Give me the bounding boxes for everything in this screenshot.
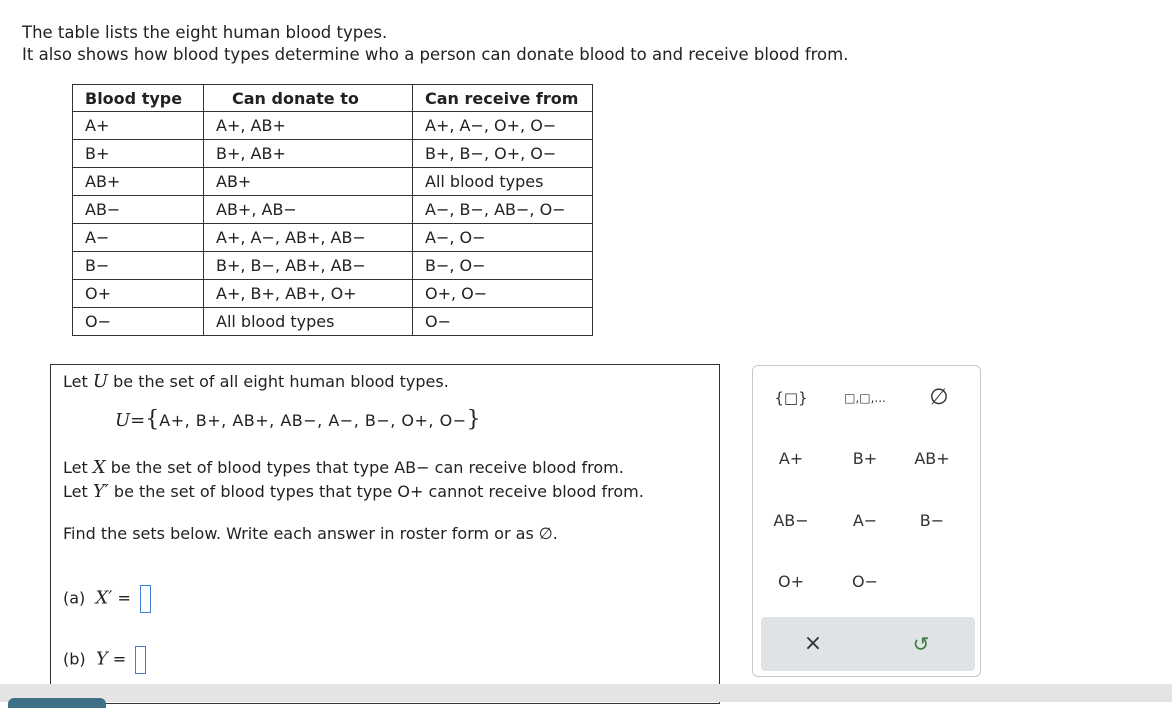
open-brace: { [145,407,160,432]
key-a-neg[interactable]: A− [852,511,878,530]
part-b-equals: = [112,649,127,669]
header-can-receive: Can receive from [413,85,593,112]
cell-donate: B+, AB+ [204,140,413,168]
table-row [73,252,593,280]
universal-set-equation [115,407,481,432]
footer-bar [0,684,1172,702]
cell-donate: B+, B−, AB+, AB− [204,252,413,280]
var-y: Y [95,648,108,670]
cell-type: AB− [73,196,204,224]
define-x-line [63,457,624,478]
part-a-equals: = [117,588,131,608]
empty-set-button[interactable]: ∅ [929,385,949,410]
cell-receive: A−, B−, AB−, O− [413,196,593,224]
key-a-pos[interactable]: A+ [778,449,804,468]
universal-set-members: A+, B+, AB+, AB−, A−, B−, O+, O− [159,411,467,430]
table-row [73,224,593,252]
answer-input-a[interactable] [140,585,151,613]
var-u-eq: U [115,410,131,431]
instruction-text: Find the sets below. Write each answer in roster form or as ∅. [63,524,558,543]
answer-input-b[interactable] [135,646,146,674]
var-u: U [92,371,109,392]
key-o-neg[interactable]: O− [852,572,878,591]
key-ab-pos[interactable]: AB+ [914,449,950,468]
cell-type: A− [73,224,204,252]
cell-receive: B+, B−, O+, O− [413,140,593,168]
key-o-pos[interactable]: O+ [778,572,804,591]
table-row [73,168,593,196]
cell-donate: AB+ [204,168,413,196]
math-keypad [752,365,981,677]
cell-type: A+ [73,112,204,140]
define-u-line [63,371,449,392]
table-header-row [73,85,593,112]
define-y-text: be the set of blood types that type O+ cannot receive blood from. [113,482,644,501]
define-u-text: be the set of all eight human blood types. [113,372,449,391]
header-can-donate: Can donate to [204,85,413,112]
close-brace: } [466,407,481,432]
part-b-label: (b) [63,649,86,669]
let-word: Let [63,458,88,477]
undo-icon[interactable]: ↺ [912,632,930,656]
table-row [73,280,593,308]
let-word: Let [63,372,88,391]
cell-donate: A+, A−, AB+, AB− [204,224,413,252]
part-a-label: (a) [63,588,86,608]
equals-sign: = [130,410,146,431]
var-x: X [92,457,106,478]
cell-receive: O+, O− [413,280,593,308]
intro-line-2: It also shows how blood types determine who a person can donate blood to and receive blood from. [22,45,849,64]
cell-type: B+ [73,140,204,168]
intro-text [22,22,848,66]
cell-receive: All blood types [413,168,593,196]
intro-line-1: The table lists the eight human blood types. [22,23,388,42]
cell-receive: A−, O− [413,224,593,252]
blood-type-table [72,84,593,336]
cell-type: B− [73,252,204,280]
question-box [50,364,720,704]
define-x-text: be the set of blood types that type AB− can receive blood from. [110,458,624,477]
var-y-prime: Y′ [92,481,109,502]
key-b-neg[interactable]: B− [919,511,945,530]
part-a [63,585,151,613]
key-b-pos[interactable]: B+ [852,449,878,468]
cell-donate: All blood types [204,308,413,336]
set-braces-button[interactable]: {□} [774,389,808,407]
table-row [73,112,593,140]
cell-type: AB+ [73,168,204,196]
table-row [73,308,593,336]
cell-receive: O− [413,308,593,336]
header-blood-type: Blood type [73,85,204,112]
var-x-prime: X′ [95,587,113,609]
table-row [73,140,593,168]
keypad-action-bar [761,617,975,671]
cell-donate: A+, AB+ [204,112,413,140]
cell-receive: A+, A−, O+, O− [413,112,593,140]
part-b [63,646,146,674]
table-row [73,196,593,224]
cell-type: O+ [73,280,204,308]
key-ab-neg[interactable]: AB− [773,511,809,530]
cell-type: O− [73,308,204,336]
define-y-line [63,481,644,502]
cell-donate: A+, B+, AB+, O+ [204,280,413,308]
cell-receive: B−, O− [413,252,593,280]
cell-donate: AB+, AB− [204,196,413,224]
let-word: Let [63,482,88,501]
list-template-button[interactable]: □,□,... [844,391,886,405]
footer-tab[interactable] [8,698,106,708]
clear-icon[interactable]: × [803,631,823,656]
